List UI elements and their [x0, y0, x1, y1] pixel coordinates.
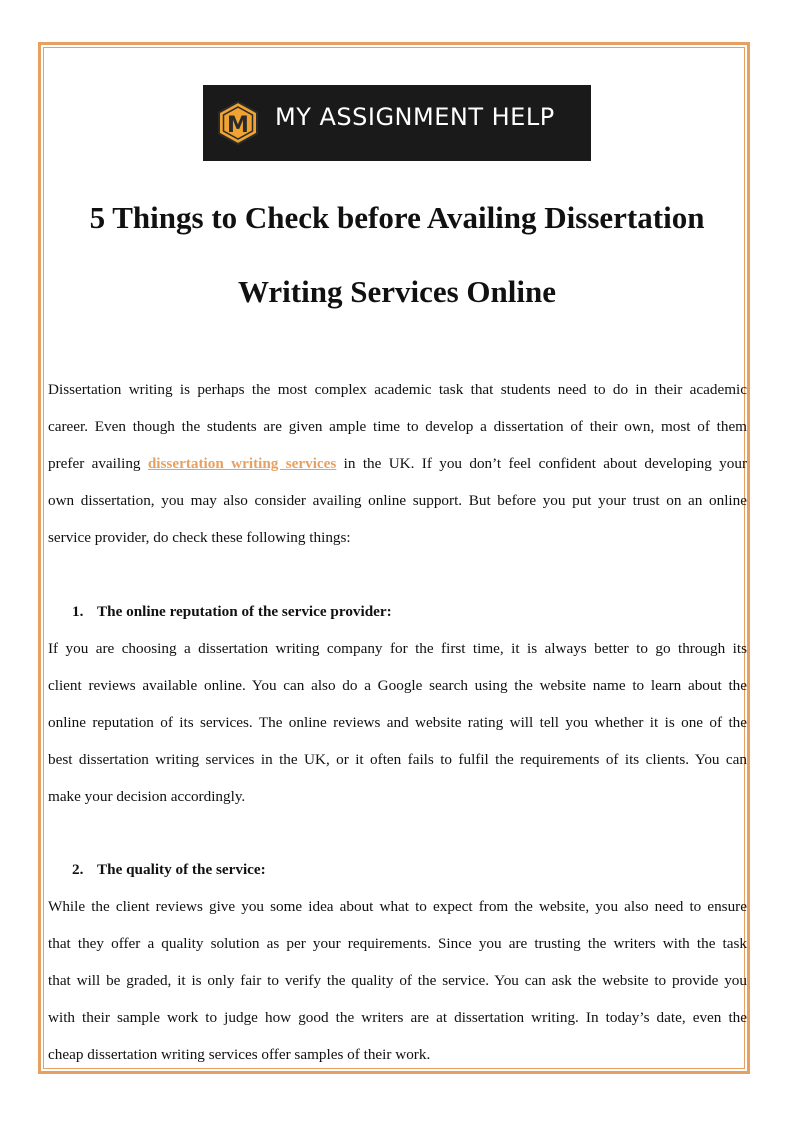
section-2-line-2: that they offer a quality solution as per your requirements. Since you are trusting the writers with the task — [48, 935, 747, 952]
section-2-number: 2. — [72, 861, 84, 878]
section-1-line-4: best dissertation writing services in the UK, or it often fails to fulfil the requirements of its clients. You can — [48, 751, 747, 768]
section-2-line-3: that will be graded, it is only fair to verify the quality of the service. You can ask the website to provide you — [48, 972, 747, 989]
section-1-line-1: If you are choosing a dissertation writing company for the first time, it is always better to go through its — [48, 640, 747, 657]
section-2-heading — [72, 860, 266, 880]
section-1-line-5: make your decision accordingly. — [48, 788, 246, 805]
section-2-line-5: cheap dissertation writing services offer samples of their work. — [48, 1046, 431, 1063]
logo-text: MY ASSIGNMENT HELP — [275, 103, 555, 131]
logo-hexagon-icon — [216, 101, 260, 145]
section-1-heading — [72, 602, 392, 622]
intro-line-3 — [48, 445, 747, 482]
dissertation-writing-services-link[interactable]: dissertation writing services — [147, 455, 337, 472]
intro-line-5: service provider, do check these following things: — [48, 529, 351, 546]
intro-line-2: career. Even though the students are given ample time to develop a dissertation of their own, most of them — [48, 418, 747, 435]
intro-line-3-end: in the UK. If you don’t feel confident about developing your — [336, 455, 748, 472]
logo-mark: M — [227, 113, 249, 138]
intro-line-3-start: prefer availing — [48, 455, 148, 472]
logo-banner — [203, 85, 591, 161]
section-2-title: The quality of the service: — [97, 861, 266, 878]
intro-line-1: Dissertation writing is perhaps the most complex academic task that students need to do in their academic — [48, 381, 747, 398]
section-1-line-3: online reputation of its services. The online reviews and website rating will tell you whether it is one of the — [48, 714, 747, 731]
intro-line-4: own dissertation, you may also consider availing online support. But before you put your trust on an online — [48, 492, 747, 509]
section-2-line-1: While the client reviews give you some idea about what to expect from the website, you also need to ensure — [48, 898, 747, 915]
page-title-line-2: Writing Services Online — [237, 274, 557, 309]
section-1-title: The online reputation of the service provider: — [97, 603, 392, 620]
section-1-number: 1. — [72, 603, 84, 620]
section-1-paragraph — [48, 630, 747, 815]
section-2-line-4: with their sample work to judge how good the writers are at dissertation writing. In today’s date, even the — [48, 1009, 747, 1026]
intro-paragraph — [48, 371, 747, 556]
section-1-line-2: client reviews available online. You can also do a Google search using the website name to learn about the — [48, 677, 747, 694]
page-title-line-1: 5 Things to Check before Availing Dissertation — [89, 200, 705, 235]
section-2-paragraph — [48, 888, 747, 1073]
